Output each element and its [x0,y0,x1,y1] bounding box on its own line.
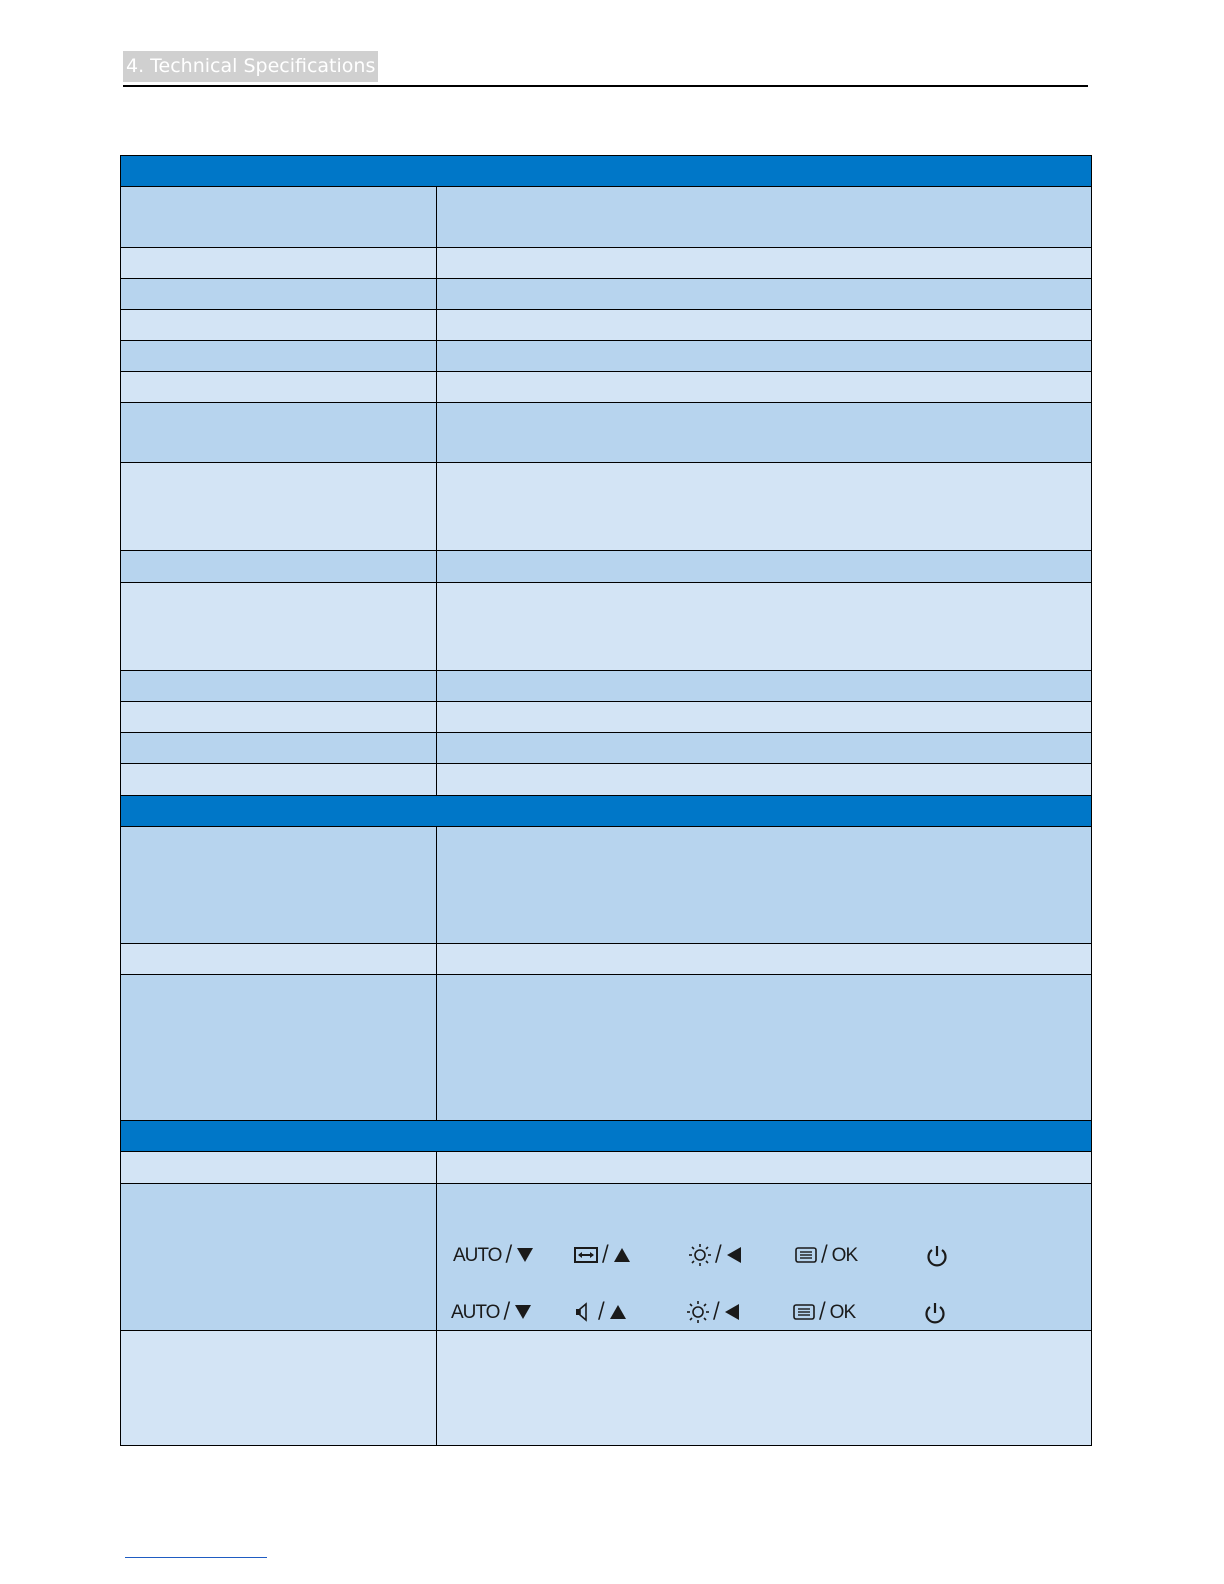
power-icon [923,1301,947,1325]
header-divider [123,85,1088,87]
table-row [121,732,1091,763]
table-section-header [121,795,1091,826]
table-row [121,462,1091,550]
power-control [925,1244,949,1268]
table-row [121,186,1091,247]
auto-down-control: AUTO / [451,1301,532,1323]
table-row [121,1151,1091,1183]
table-section-header [121,156,1091,186]
table-row [121,340,1091,371]
menu-ok-control: / OK [795,1244,857,1266]
table-row [121,309,1091,340]
power-icon [925,1244,949,1268]
table-row [121,402,1091,462]
section-title: 4. Technical Specifications [123,51,378,82]
brightness-icon [687,1301,709,1323]
triangle-left-icon [724,1303,740,1321]
table-row [121,670,1091,701]
ok-label: OK [829,1301,856,1323]
table-row-user-controls [121,1183,1091,1330]
table-row [121,550,1091,582]
ok-label: OK [831,1244,858,1266]
footer-link-underline[interactable] [125,1557,267,1558]
table-row [121,701,1091,732]
spec-table [120,155,1092,1446]
triangle-up-icon [609,1304,627,1320]
aspect-ratio-icon [574,1246,598,1264]
brightness-left-control: / [687,1301,740,1323]
auto-label: AUTO [453,1244,502,1266]
table-row [121,1330,1091,1445]
speaker-icon [574,1302,594,1322]
triangle-down-icon [514,1304,532,1320]
menu-icon [795,1247,817,1263]
table-row [121,278,1091,309]
triangle-down-icon [516,1247,534,1263]
power-control [923,1301,947,1325]
triangle-left-icon [726,1246,742,1264]
menu-icon [793,1304,815,1320]
table-row [121,763,1091,795]
table-section-header [121,1120,1091,1151]
table-row [121,247,1091,278]
table-row [121,371,1091,402]
auto-label: AUTO [451,1301,500,1323]
auto-down-control: AUTO / [453,1244,534,1266]
menu-ok-control: / OK [793,1301,855,1323]
brightness-icon [689,1244,711,1266]
brightness-left-control: / [689,1244,742,1266]
aspect-up-control: / [574,1244,631,1266]
table-row [121,826,1091,943]
volume-up-control: / [574,1301,627,1323]
triangle-up-icon [613,1247,631,1263]
table-row [121,582,1091,670]
table-row [121,943,1091,974]
table-row [121,974,1091,1120]
